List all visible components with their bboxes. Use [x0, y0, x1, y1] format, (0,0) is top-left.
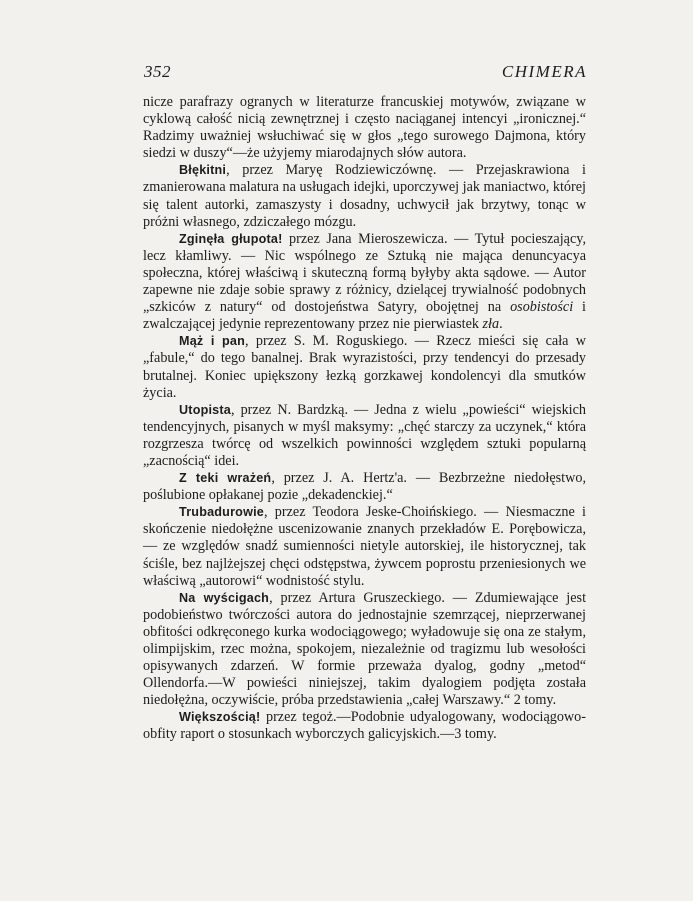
review-title: Utopista [179, 402, 231, 417]
review-text: , przez Teodora Jeske-Choińskiego. — Niesmaczne i skończenie niedołężne uscenizowanie znanych przekładów E. Porębowicza, — ze względów snadź sumienności nietyle autorskiej, ile historycznej, tak ściśle, bez najlżejszej chęci odstępstwa, żywcem poprostu przeniesionych we właściwą „autorowi“ wodnistość stylu. [143, 504, 586, 589]
review-text: , przez J. A. Hertz'a. — Bezbrzeżne niedołęstwo, poślubione opłakanej pozie „dekadenckiej.“ [143, 470, 586, 504]
review-text: , przez S. M. Roguskiego. — Rzecz mieści się cała w „fabule,“ do tego banalnej. Brak wyrazistości, przy tendencyi do przesady brutalnej. Koniec upiększony łezką gorzkawej kondolencyi dla smutków życia. [143, 333, 587, 401]
review-text: i zwalczającej jedynie reprezentowany przez nie pierwiastek [143, 299, 586, 333]
review-paragraph [143, 402, 586, 470]
running-title: CHIMERA [501, 62, 587, 81]
review-title: Na wyścigach [179, 590, 270, 605]
review-title: Zginęła głupota! [179, 231, 283, 246]
review-text: , przez Artura Gruszeckiego. — Zdumiewające jest podobieństwo twórczości autora do jednostajnie szemrzącej, nieprzerwanej obfitości odkręconego kurka wodociągowego; wyładowuje się ona ze stałym, olimpijskim, rzec można, spokojem, niezależnie od tragizmu lub wesołości opisywanych zdarzeń. W formie przeważa dyalog, godny „metod“ Ollendorfa.—W powieści niniejszej, takim dyalogiem podjęta została niedołężna, oczywiście, próba przedstawienia „całej Warszawy.“ 2 tomy. [143, 589, 587, 709]
intro-paragraph: nicze parafrazy ogranych w literaturze francuskiej motywów, związane w cyklową całość nicią zewnętrznej i często naciąganej intencyi „ironicznej.“ Radzimy uważniej wsłuchiwać się w głos „tego surowego Dajmona, który siedzi w duszy“—że użyjemy miarodajnych słów autora. [143, 94, 586, 162]
review-text: , przez N. Bardzką. — Jedna z wielu „powieści“ wiejskich tendencyjnych, pisanych w myśl maksymy: „chęć starczy za uczynek,“ która rozgrzesza twórcę od wszelkich powinności względem sztuki popularną „zacnością“ idei. [143, 401, 586, 469]
page-number: 352 [144, 62, 171, 81]
review-text: przez Jana Mieroszewicza. — Tytuł pocieszający, lecz kłamliwy. — Nic wspólnego ze Sztuką nie mająca denuncyacya społeczna, której właściwą i skuteczną formą byłyby akta sądowe. — Autor zapewne nie zdaje sobie sprawy z różnicy, dzielącej trywialność podobnych „szkiców z natury“ od dostojeństwa Satyry, obojętnej na [143, 230, 586, 316]
review-title: Z teki wrażeń [179, 471, 272, 486]
review-paragraph [143, 333, 586, 401]
review-title: Błękitni [179, 163, 227, 178]
review-paragraph [143, 504, 586, 589]
review-text: . [499, 316, 503, 333]
review-paragraph [143, 590, 586, 710]
review-italic: zła [482, 316, 500, 333]
body-text [143, 94, 586, 744]
review-italic: osobistości [510, 299, 574, 316]
review-title: Większością! [179, 710, 261, 725]
review-text: przez tegoż.—Podobnie udyalogowany, wodociągowo-obfity raport o stosunkach wyborczych galicyjskich.—3 tomy. [143, 709, 586, 743]
review-title: Trubadurowie [179, 505, 264, 520]
review-title: Mąż i pan [179, 334, 246, 349]
review-paragraph [143, 162, 586, 230]
review-paragraph [143, 470, 586, 504]
review-text: , przez Maryę Rodziewiczównę. — Przejaskrawiona i zmanierowana malatura na usługach idejki, uporczywej jak maniactwo, której się talent autorki, zamaszysty i dosadny, uchwycił jak brzytwy, tonąc w próżni własnego, zdziczałego mózgu. [143, 162, 586, 230]
review-paragraph [143, 709, 586, 743]
review-paragraph [143, 231, 586, 334]
